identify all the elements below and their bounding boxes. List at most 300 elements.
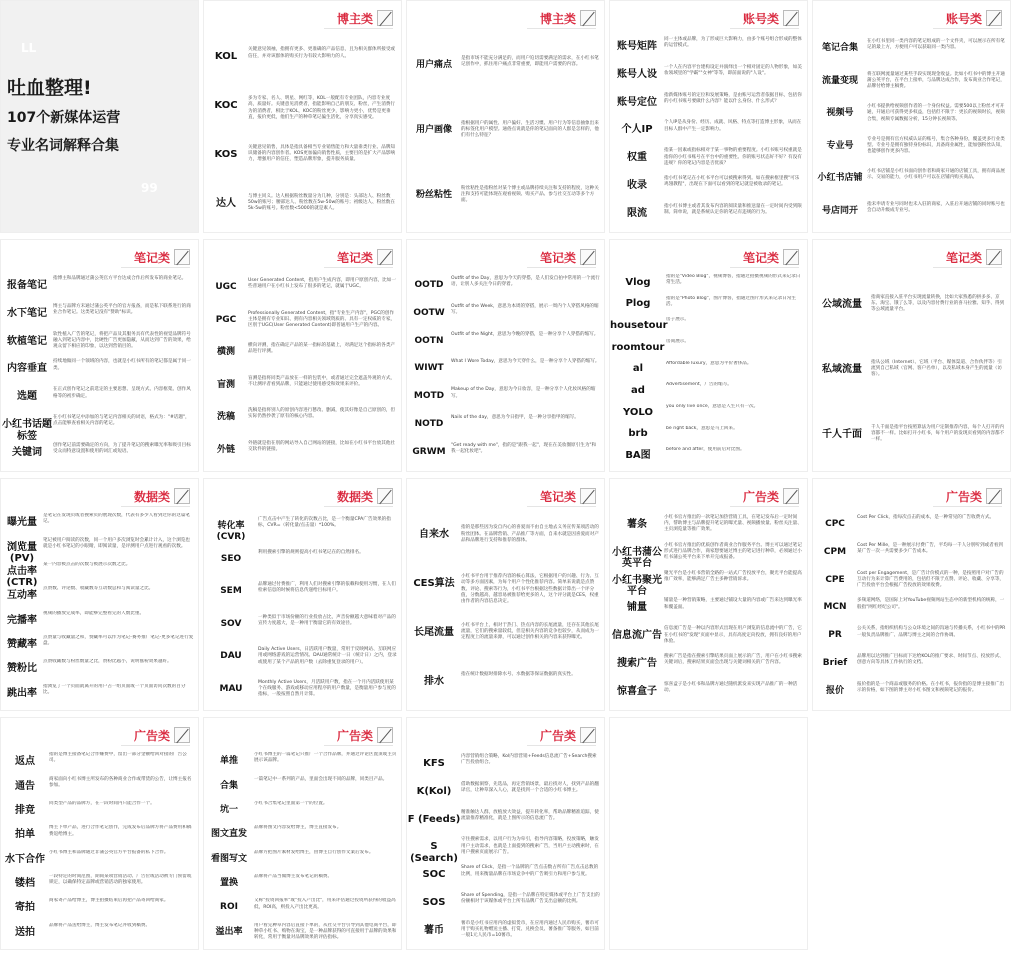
term-row (1, 635, 194, 659)
cover-panel (0, 0, 199, 233)
term-description: What I Wore Today，意思为今天穿什么，是一种分享个人穿搭的缩写。 (451, 359, 600, 365)
term-name: PR (828, 630, 842, 641)
term-name: Plog (625, 298, 651, 310)
term-row (204, 35, 397, 84)
term-row (1, 874, 194, 898)
term-description: 视频的播放完成率，即能够完整看完的人数比重。 (43, 610, 145, 616)
term-description: 品牌将图文内容发给博主，博主直接发布。 (254, 825, 342, 831)
term-name: 达人 (216, 197, 236, 209)
term-row (1, 441, 194, 469)
term-row (610, 569, 803, 597)
term-row (204, 84, 397, 133)
term-row (610, 317, 803, 339)
term-row (407, 659, 600, 708)
term-row (1, 684, 194, 708)
term-name: 通告 (15, 780, 35, 792)
term-row (610, 597, 803, 625)
term-row (1, 898, 194, 922)
term-name: SOC (422, 869, 446, 881)
term-description: 借助数据洞察，先选品，再定营销场景，最后找对人，找到产品的翻译官，让种草深入人心，就是找到一个合适的小红书博主。 (461, 781, 599, 793)
term-description: 持续地做同一个领域的内容，也就是小红书所有的笔记都是属于同一类。 (53, 359, 191, 371)
header-divider (933, 267, 1002, 268)
term-description: 聚光平台是小红书营销全路的一站式广告投放平台，聚光平台能提高推广效率，能够满足广告主多种营销诉求。 (664, 570, 802, 582)
term-row (1, 586, 194, 610)
term-row (610, 339, 803, 361)
term-name: 笔记合集 (821, 43, 858, 54)
term-name: KOC (214, 100, 238, 112)
term-list (1, 752, 194, 945)
term-name: 盲测 (216, 379, 235, 390)
term-row (1, 274, 194, 302)
term-row (204, 546, 397, 579)
term-name: 长尾流量 (414, 626, 454, 638)
term-name: 溢出率 (215, 926, 243, 937)
term-name: 坑一 (219, 804, 238, 815)
term-row (407, 330, 600, 358)
term-description: 关键意见销售，具体是指具备相当专业销售能力和大量垂类行业、品牌知识储备的内容创作者。KOS更加偏向销售性质，主要目的是扩大产品影响力，增强用户的信任，塑造品牌形象，提升服务质量。 (248, 144, 396, 163)
category-header (540, 485, 596, 507)
term-row (813, 68, 1006, 101)
glossary-panel (812, 239, 1011, 472)
term-row (610, 624, 803, 652)
header-divider (933, 28, 1002, 29)
term-row (610, 513, 803, 541)
term-description: 笔记被用户阅读的次数，同一个用户多次浏览时会累计计入，这个浏览也就是小红书笔记的小眼睛，即阅读量，是评测用户点进行观看的次数。 (43, 537, 191, 549)
glossary-panel (406, 717, 605, 950)
term-row (813, 680, 1006, 708)
term-name: 流量变现 (821, 75, 858, 86)
category-header (540, 724, 596, 746)
term-name: 置换 (219, 878, 238, 889)
term-description: 利用搜索引擎的规则提高小红书笔记在的自然排名。 (258, 549, 364, 555)
slash-icon (580, 727, 596, 743)
term-name: 粉丝粘性 (415, 189, 452, 200)
term-name: 搜索广告 (617, 658, 657, 670)
term-name: 横测 (216, 347, 235, 358)
term-description: 洗稿是指将别人的原创内容进行篡改、删减，使其好像是自己原创的，但实际仍然抄袭了原有的核心内容。 (248, 408, 396, 420)
term-description: 一个人在内容平台建构设定并演绎出一个相对固定的人物形象，如美妆领域里的"学霸""女神"等等，即前面说的"人设"。 (664, 64, 802, 76)
term-row (610, 91, 803, 119)
term-row (204, 752, 397, 776)
header-divider (730, 28, 799, 29)
term-row (1, 611, 194, 635)
term-name: 账号人设 (617, 68, 657, 80)
term-description: 是指市场不能充分满足的，而用户迫切需要满足的需求，在小红书笔记创作中，抓住用户痛点非常重要，即能用户需要的内容。 (461, 55, 599, 67)
term-description: 指商家直接入驻平台实现流量转换，比如大家熟悉的拼多多、京东、淘宝、饿了么等，以及内容付费行业的喜马拉雅、知乎、得到等公域流量平台。 (871, 294, 1005, 312)
term-description: 指浏览了一个页面就离开的用户占一组页面或一个页面访问次数的百分比。 (43, 683, 186, 695)
term-description: 公关关系，指组织机构与公众环境之间的沟通与传播关系，小红书中的PR一般负责品牌推广、品牌与博主之间的合作协调。 (857, 626, 1006, 638)
term-description: 小红书店铺是小红书面向创作者和商家开通的店铺工具，拥有商品展示、交易的能力，小红书用户可以在店铺内购买商品。 (867, 169, 1005, 181)
slash-icon (174, 727, 190, 743)
term-row (407, 385, 600, 413)
term-description: 博主下单产品，进行合作笔记创作，完成发布后品牌方将产品费用和稿费返给博主。 (49, 825, 192, 837)
term-description: 又称"投资回报率"或"投入产出比"，用来评估通过投资所获得的收益高低，ROI高，则投入产出比更高。 (254, 898, 396, 910)
term-name: 点击率(CTR) (6, 565, 38, 589)
term-row (204, 437, 397, 470)
header-divider (324, 506, 393, 507)
slash-icon (377, 488, 393, 504)
term-description: 守住搜索需求，以用户行为为牵引，指导内容策略，投放策略，触发用户主动需求，也就是上面提到的搜索广告，当用户主动搜索时，在用户搜索页面展示广告。 (461, 837, 599, 855)
term-name: 内容垂直 (7, 363, 47, 375)
header-divider (527, 267, 596, 268)
term-name: 私域流量 (822, 363, 862, 375)
term-row (1, 659, 194, 683)
term-description: 薯币是小红书应用内的虚拟货币，在应用内通过人民币购买，薯币可用于购买礼物赠送主播、打赏、兑换会员、薯条推广等服务，如目前一般1元人民币=10薯币。 (461, 921, 599, 939)
term-name: OOTW (413, 307, 445, 318)
term-description: 指的是"Video Blog"，视频博客，指通过拍摄视频的形式来记录日常生活。 (666, 274, 801, 286)
term-row (813, 100, 1006, 133)
term-row (610, 541, 803, 569)
term-row (1, 850, 194, 874)
glossary-panel (406, 0, 605, 233)
term-description: 房子展示。 (666, 317, 689, 323)
term-row (407, 919, 600, 947)
category-header (743, 7, 799, 29)
term-description: 小红书合集笔记里面第一个的位置。 (254, 800, 328, 806)
glossary-panel (0, 478, 199, 711)
term-row (204, 513, 397, 546)
term-description: 小红书博主的一篇笔记只推广一个合作品牌，并通过评论区置顶或主页展示该品牌。 (254, 752, 397, 764)
term-name: SEM (220, 586, 242, 597)
term-name: 软植笔记 (7, 335, 47, 347)
term-description: 在正式创作笔记之前选定的主要思想、呈现方式、内容框架。创作风格等的初步确定。 (53, 387, 191, 399)
term-name: NOTD (414, 419, 444, 430)
term-row (1, 413, 194, 441)
glossary-panel (406, 239, 605, 472)
slash-icon (783, 488, 799, 504)
term-row (610, 361, 803, 383)
term-name: 用户画像 (415, 124, 452, 135)
term-description: Outfit of the Day，意思为今天的穿搭，是人们发自拍中常用的一个流行语，让别人多关注今日的穿着。 (451, 275, 600, 288)
header-divider (324, 267, 393, 268)
term-row (813, 624, 1006, 652)
term-description: 点赞收藏数与粉丝数量之比，赞粉比越小，说明涨粉效果越好。 (43, 659, 172, 665)
term-name: SOV (220, 618, 242, 629)
term-name: 单推 (219, 756, 238, 767)
term-name: DAU (220, 651, 242, 662)
term-description: Monthly Active Users，月活跃用户数，指在一个月内活跃使用某个在线服务、游戏或移动应用程序的用户数量，是衡量用户参与度的指标，一般按照自然月计算。 (258, 679, 396, 698)
category-title: 数据类 (336, 489, 373, 504)
term-row (610, 296, 803, 318)
term-description: 报价指的是一个商品或服务的价格。在小红书，报价指的是博主接推广出示的价格，如下图的博主对小红书图文和视频笔记的报价。 (857, 682, 1005, 694)
term-row (813, 198, 1006, 231)
term-list (813, 513, 1006, 706)
term-name: roomtour (611, 341, 665, 353)
term-name: 排竞 (15, 804, 35, 816)
term-name: WIWT (414, 363, 444, 374)
term-row (204, 181, 397, 230)
term-description: 指小红书笔记在小红书平台可以被搜索得到。如在搜索框里搜"可乐鸡翅教程"，出现在下面可以看到的笔记就是被收录的笔记。 (664, 176, 800, 188)
term-name: 转化率(CVR) (216, 521, 246, 542)
term-description: be right back，意思是马上回来。 (666, 425, 738, 431)
term-description: 指的是那些因为发自内心的喜爱而不由自主地去义务宣传某项活动的粉丝团体。在品牌营销、产品推广等方面，自来水就是因喜爱而对产品和品牌进行支持和推荐的群体。 (461, 525, 599, 543)
term-list (610, 274, 803, 467)
slash-icon (986, 249, 1002, 265)
term-name: PGC (215, 314, 237, 325)
term-name: 自来水 (419, 529, 449, 541)
term-description: 横向评测，指在确定产品的某一指标的基础上，对满足这个指标的各类产品进行评测。 (248, 343, 396, 355)
term-list (1, 274, 194, 467)
glossary-panel (609, 478, 808, 711)
category-header (946, 246, 1002, 268)
term-row (204, 307, 397, 340)
header-divider (527, 745, 596, 746)
term-list (813, 35, 1006, 228)
slash-icon (174, 249, 190, 265)
term-row (1, 302, 194, 330)
term-description: 品牌通过付费推广，利用人们对搜索引擎的依赖和使用习惯，在人们检索信息的时候将信息传递给目标用户。 (258, 582, 396, 594)
term-row (610, 146, 803, 174)
term-row (407, 891, 600, 919)
term-description: 点赞数、评论数、收藏数等互动数总和与阅读量之比。 (43, 586, 154, 592)
term-row (407, 441, 600, 469)
category-header (134, 485, 190, 507)
term-row (610, 174, 803, 202)
term-name: 小红书话题标签 (2, 419, 52, 442)
term-description: Nails of the day，意思为今日指甲，是一种分享指甲的缩写。 (451, 415, 579, 421)
header-divider (324, 745, 393, 746)
term-name: 浏览量(PV) (7, 541, 37, 565)
term-name: 限流 (627, 208, 647, 220)
term-name: housetour (610, 320, 668, 332)
glossary-panel (609, 0, 808, 233)
term-name: al (632, 363, 644, 375)
term-name: 关键词 (12, 447, 42, 459)
term-description: 指新媒体账号的定位和发展策略，是由账号运营者依据目标，包括你的小红书账号要做什么内容？能以什么身份、什么形式？ (664, 92, 802, 104)
term-description: 博主与品牌方未通过蒲公英平台的官方报备，而是私下联系进行的商业合作笔记。这类笔记没有"赞助"标识。 (53, 303, 191, 315)
term-name: 报备笔记 (7, 279, 47, 291)
term-row (813, 274, 1006, 339)
term-name: SOS (422, 897, 446, 909)
term-name: 拍单 (15, 829, 35, 841)
term-description: 创作笔记前需要确定的方向，为了提升笔记的搜索曝光率和吸引目标受众而特意设置和使用的词汇或短语。 (53, 443, 191, 455)
term-description: 在小红书里同一类内容的笔记组成的一个文件夹，可以展示在所有笔记的最上方，方便用户可以获取同一类内容。 (867, 39, 1005, 51)
term-description: 铺量是一种营销策略，主要通过铺设大量的内容或广告来达到曝光率和覆盖面。 (664, 598, 802, 610)
term-description: 小红书平台上，相对于热门、热点内容的长尾流量，还存在其他长尾流量，它们的搜索量较低，但是相关内容的竞争也较少，从而成为一定程度上的流量来源，可以通过创作相关的内容来获得曝光。 (461, 622, 599, 641)
term-name: CPM (823, 546, 847, 557)
category-header (337, 246, 393, 268)
term-row (813, 35, 1006, 68)
term-description: 一种类似于市场份额的行业投放占比，声音份额越大意味着对产品的宣传力度越大，是一种用于衡量它的有效途径。 (258, 614, 396, 626)
term-description: 同类型产品的品牌方，在一段时间内只能合作一个。 (49, 800, 155, 806)
term-row (204, 274, 397, 307)
term-row (610, 35, 803, 63)
term-name: Brief (822, 658, 848, 669)
term-name: UGC (215, 282, 237, 293)
term-name: 惊喜盒子 (617, 686, 657, 698)
term-row (407, 100, 600, 165)
term-name: 图文直发 (210, 829, 247, 840)
term-name: SEO (220, 553, 242, 564)
term-name: 外链 (216, 444, 235, 455)
category-title: 账号类 (742, 11, 779, 26)
term-description: 房间展示。 (666, 339, 689, 344)
term-row (610, 680, 803, 708)
term-row (204, 874, 397, 898)
term-list (407, 513, 600, 706)
term-description: 商家面向小红书博主所发布的各种商业合作或带货的公告，让博主报名参加。 (49, 776, 192, 788)
term-row (407, 562, 600, 611)
glossary-panel (406, 478, 605, 711)
term-description: 指根据用户的属性、用户偏好、生活习惯、用户行为等信息抽象出来的标签化用户模型。通俗点说就是你的笔记面向的人群是怎样的，他们有什么特征？ (461, 120, 599, 138)
category-title: 广告类 (133, 728, 170, 743)
term-name: 信息流广告 (612, 630, 662, 642)
category-title: 笔记类 (336, 250, 373, 265)
term-list (204, 35, 397, 228)
term-row (813, 165, 1006, 198)
term-description: 外链就是指在别的网站导入自己网站的链接，比如在小红书平台放其他社交软件的链接。 (248, 440, 396, 452)
term-description: 小红书平台用于推荐内容的核心算法，它根据用户的兴趣、行为、互动等多方面因素，为每个用户个性化推荐内容。简单来说就是点赞数、评论、搜索等行为，小红书平台根据这些数据计算出一个评分值，分数越高，越容易被推荐给更多的人，这个评分就是CES，权重由作者的内容信息决定。 (461, 574, 599, 604)
term-description: 精准触达人群，放植放大效益，提升转化率，帮助品牌精准追踪，使流量推荐精准化，就是上图所示的信息流广告。 (461, 809, 599, 821)
category-header (946, 485, 1002, 507)
term-description: 指某一因素或指标相对于某一事物的重要程度。小红书账号权重就是指你的小红书账号在平台中的重要性。你的账号状态好不好？有没有违规？你的笔记内容是否优质？ (664, 148, 802, 166)
term-description: before and after，使用前后对比图。 (666, 447, 745, 453)
category-title: 广告类 (539, 728, 576, 743)
term-description: Outfit of the Week，意思为本周的穿搭，展示一周内个人穿搭风格的缩写。 (451, 303, 599, 315)
term-description: 小红书提供给视频创作者的一个身份权益。需要500以上粉丝才可开通，开通后可获得更多权益，包括但不限于：更长的视频时长，视频合集，视频专属数据分析，15分钟长视频等。 (867, 104, 1005, 122)
category-title: 广告类 (742, 489, 779, 504)
term-row (407, 274, 600, 302)
term-name: 互动率 (7, 590, 37, 602)
term-name: 铺量 (627, 602, 647, 614)
term-row (813, 597, 1006, 625)
term-name: 收录 (627, 180, 647, 192)
term-name: 完播率 (7, 614, 37, 626)
term-row (204, 923, 397, 947)
cover-subtitle-2: 专业名词解释合集 (7, 138, 119, 154)
term-description: User Generated Content，指用户生成内容，即用户原创内容，比如一些普通用户在小红书上发布了很多的笔记，就属于UGC。 (248, 278, 396, 290)
term-description: 指博主和品牌通过蒲公英官方平台达成合作后所发布的商业笔记。 (53, 275, 187, 281)
term-description: 指的是博主接备笔记合作赚费中，留出一部分金额给回对接的广告公司。 (49, 752, 187, 764)
header-divider (121, 267, 190, 268)
term-name: 专业号 (826, 140, 854, 151)
term-row (813, 133, 1006, 166)
term-name: Vlog (625, 276, 651, 288)
term-row (1, 825, 194, 849)
term-description: 小红书官方推出的优质创作者商业合作服务平台。博主可以通过笔记形式进行品牌合作，商家想要通过博主的笔记进行种草，必须通过小红书蒲公英平台来下单开完成报备。 (664, 542, 802, 561)
term-name: YOLO (623, 406, 653, 418)
term-description: 品牌方把图片素材发给博主，由博主自行创作文案后发布。 (254, 849, 374, 855)
category-header (743, 485, 799, 507)
term-description: 一段特定的时间范围，期间某项营销活动、广告位或活动被专门预留或锁定，以确保特定品牌或营销活动的独家使用。 (49, 874, 192, 886)
term-name: 报价 (825, 686, 844, 697)
term-description: 同一主体或品牌，为了形成巨大影响力，由多个账号组合形成的整体的运营模式。 (664, 36, 802, 49)
cover-subtitle-1: 107个新媒体运营 (7, 110, 121, 126)
term-row (813, 339, 1006, 404)
term-description: 商家寄产品给博主，博主拍摄结束后再把产品寄回给商家。 (49, 898, 169, 904)
term-description: 指在统计数据时排除水号、水数据等保证数据的真实性。 (461, 671, 576, 677)
term-name: 公域流量 (822, 298, 862, 310)
term-list (407, 274, 600, 467)
slash-icon (783, 10, 799, 26)
term-description: 小红书博主和品牌通过非蒲公英官方平台报备的私下合作。 (49, 849, 169, 855)
term-list (610, 513, 803, 706)
term-row (610, 426, 803, 448)
term-row (204, 643, 397, 676)
term-list (407, 752, 600, 945)
header-divider (121, 506, 190, 507)
term-name: KOL (214, 51, 238, 63)
term-name: ROI (220, 902, 238, 913)
term-row (204, 611, 397, 644)
term-row (204, 404, 397, 437)
slash-icon (580, 488, 596, 504)
glossary-panel (812, 0, 1011, 233)
term-row (407, 780, 600, 808)
term-row (610, 404, 803, 426)
slash-icon (174, 488, 190, 504)
term-row (407, 836, 600, 864)
term-row (610, 382, 803, 404)
term-name: CPE (825, 574, 845, 585)
cover-page-number: 99 (141, 181, 158, 195)
term-name: S (Search) (410, 841, 458, 864)
term-row (204, 898, 397, 922)
term-description: Makeup of the Day，意思为今日妆容，是一种分享个人化妆风格的缩写。 (451, 387, 596, 399)
term-name: OOTD (414, 279, 444, 290)
term-description: 指未申请专业号同时也未入驻的商家，入驻后开通店铺的同时账号也会自动升级成专业号。 (867, 201, 1005, 213)
term-description: 用户看完种草内容后直接下单的，从社交平台引导到其他电商平台，即种草小红书、购物在淘宝，是一种品牌获得的可直接用于品牌的效果和转化，常用于衡量对品牌效果的评估指标。 (254, 922, 397, 941)
term-name: OOTN (414, 335, 444, 346)
category-title: 广告类 (336, 728, 373, 743)
term-name: 选题 (17, 391, 37, 403)
term-description: Cost Per Click，指每次点击的成本，是一种常见的广告收费方式。 (857, 514, 995, 520)
term-name: 账号定位 (617, 96, 657, 108)
header-divider (527, 506, 596, 507)
term-name: 薯币 (424, 925, 444, 937)
term-row (610, 63, 803, 91)
glossary-panel (0, 239, 199, 472)
term-row (610, 202, 803, 230)
term-name: 小红书蒲公英平台 (612, 546, 662, 570)
term-row (813, 513, 1006, 541)
term-row (610, 119, 803, 147)
term-row (204, 825, 397, 849)
term-row (1, 752, 194, 776)
slash-icon (580, 10, 596, 26)
term-description: 指从公域（Internet）、它域（平台、媒体渠道、合作伙伴等）引流到自己私域（官网、客户名单），以及私域本身产生的流量（访客）。 (871, 359, 1002, 377)
term-name: F (Feeds) (407, 813, 461, 825)
category-title: 笔记类 (539, 250, 576, 265)
term-name: 看图写文 (210, 853, 247, 864)
term-name: 薯条 (627, 518, 647, 530)
term-name: 水下笔记 (7, 307, 47, 319)
glossary-panel (203, 239, 402, 472)
term-row (407, 165, 600, 230)
term-name: 千人千面 (822, 428, 862, 440)
term-description: Share of Click，是指一个品牌的广告点击数占所有广告点击总数的比例，用来衡量品牌在市场竞争中的广告吸引力和用户参与度。 (461, 865, 599, 877)
term-name: CPC (825, 518, 845, 529)
term-row (204, 133, 397, 182)
term-description: Daily Active Users，日活跃用户数量，常用于反映网站、互联网应用或网络游戏的运营情况。DAU通常统计一日（统计日）之内，登录或使用了某个产品的用户数（去除重复登录的用户）。 (258, 647, 397, 665)
term-description: 多频道网络，是国际上对YouTube视频网站生态中的新型机构的统称，一般指"网红经纪公司"。 (857, 598, 1005, 610)
term-description: 软性植入广告的笔记，将把产品及其服务具有代表性的视觉品牌符号融入到笔记内容中，比硬性广告更加隐蔽，从而达到广告的效果，给观众留下相应的印象，以达到营销目的。 (53, 331, 191, 349)
term-row (1, 776, 194, 800)
slash-icon (986, 10, 1002, 26)
term-name: 号店同开 (821, 205, 858, 216)
term-name: 返点 (15, 756, 35, 768)
term-row (610, 274, 803, 296)
term-name: 曝光量 (7, 517, 37, 529)
term-name: 小红书店铺 (817, 173, 863, 184)
term-list (204, 752, 397, 945)
term-row (1, 513, 194, 537)
category-header (540, 246, 596, 268)
term-name: 洗稿 (216, 412, 235, 423)
category-title: 笔记类 (539, 489, 576, 504)
term-description: 专业号是拥有官方权威认证的账号，集合各种身份，覆盖更多行业类型。专业号是拥有独特身份标识，具备商业属性，能加强粉丝认知，也能够创作更多内容。 (867, 136, 1005, 155)
term-row (204, 578, 397, 611)
